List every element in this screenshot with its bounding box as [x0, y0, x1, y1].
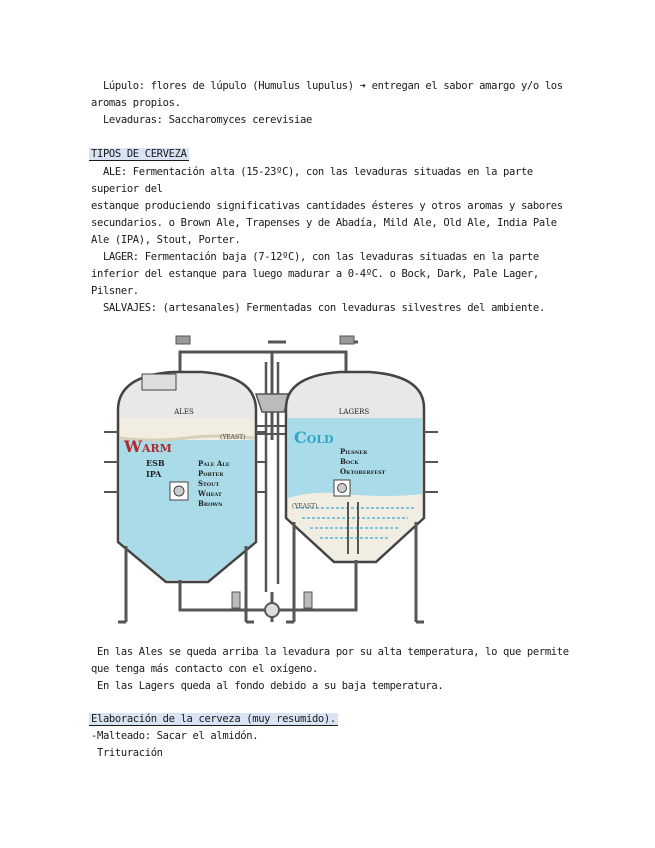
section-title-elaboracion: Elaboración de la cerveza (muy resumido).	[91, 713, 336, 725]
ales-top-hatch	[142, 374, 176, 390]
body-line: En las Lagers queda al fondo debido a su baja temperatura.	[91, 680, 444, 692]
lagers-temp-label: Cold	[294, 428, 334, 447]
intro-line: Levaduras: Saccharomyces cerevisiae	[91, 114, 312, 126]
body-line: inferior del estanque para luego madurar a 0-4ºC. o Bock, Dark, Pale Lager,	[91, 268, 539, 280]
intro-line: Lúpulo: flores de lúpulo (Humulus lupulus) ➔ entregan el sabor amargo y/o los	[91, 80, 563, 92]
valve-icon	[265, 603, 279, 617]
lagers-style: Bock	[340, 457, 359, 466]
ales-label: ALES	[174, 408, 194, 416]
ales-style: Pale Ale	[198, 459, 230, 468]
section-heading	[91, 147, 189, 161]
body-line: Trituración	[91, 747, 163, 759]
body-line: SALVAJES: (artesanales) Fermentadas con levaduras silvestres del ambiente.	[91, 302, 545, 314]
body-line: ALE: Fermentación alta (15-23ºC), con las levaduras situadas en la parte	[91, 166, 533, 178]
ales-tank	[104, 372, 266, 622]
body-line: En las Ales se queda arriba la levadura por su alta temperatura, lo que permite	[91, 646, 569, 658]
body-line: superior del	[91, 183, 163, 195]
lagers-label: LAGERS	[338, 408, 370, 416]
body-line: estanque produciendo significativas cantidades ésteres y otros aromas y sabores	[91, 200, 563, 212]
ales-style: Brown	[198, 499, 223, 508]
intro-line: aromas propios.	[91, 97, 181, 109]
lagers-tank	[286, 372, 438, 622]
lagers-style: Oktoberfest	[340, 467, 386, 476]
ales-style: ESB	[146, 458, 165, 468]
fermentation-tanks-diagram	[96, 322, 566, 640]
ales-style: Wheat	[198, 489, 222, 498]
body-line: Ale (IPA), Stout, Porter.	[91, 234, 241, 246]
lagers-style: Pilsner	[340, 447, 368, 456]
section-heading	[91, 712, 338, 726]
ales-style: Porter	[198, 469, 224, 478]
section-title-tipos: TIPOS DE CERVEZA	[91, 148, 187, 160]
body-line: Pilsner.	[91, 285, 139, 297]
body-line: secundarios. o Brown Ale, Trapenses y de Abadía, Mild Ale, Old Ale, India Pale	[91, 217, 557, 229]
ales-style: Stout	[198, 479, 220, 488]
body-line: que tenga más contacto con el oxígeno.	[91, 663, 318, 675]
body-line: LAGER: Fermentación baja (7-12ºC), con las levaduras situadas en la parte	[91, 251, 539, 263]
ales-style: IPA	[146, 469, 162, 479]
ales-yeast-label: (YEAST)	[220, 434, 246, 441]
ales-temp-label: Warm	[124, 437, 172, 456]
lagers-yeast-label: (YEAST)	[292, 503, 318, 510]
body-line: -Malteado: Sacar el almidón.	[91, 730, 259, 742]
